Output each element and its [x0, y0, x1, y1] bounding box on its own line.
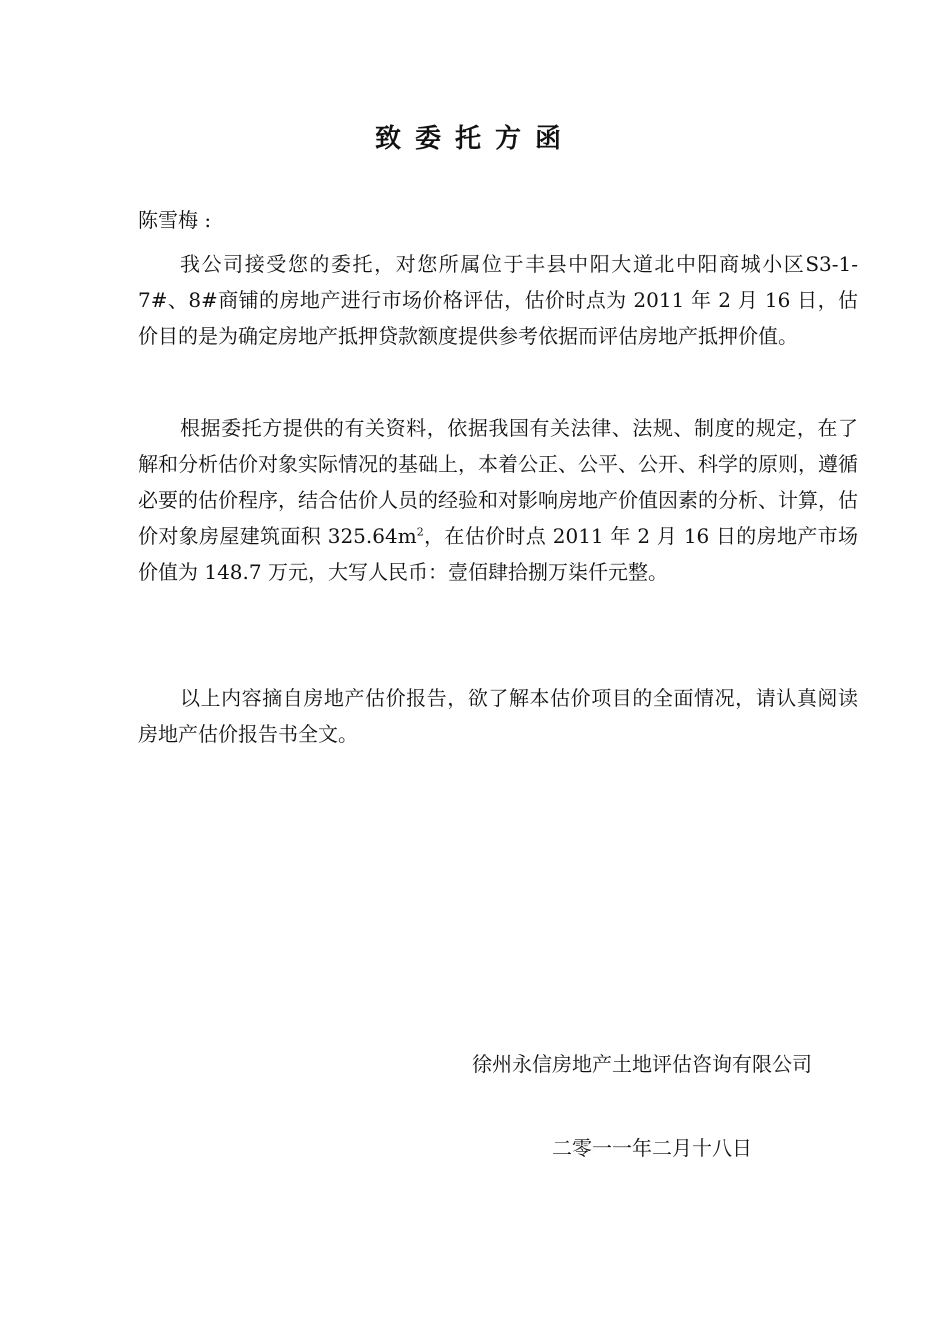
company-signature: 徐州永信房地产土地评估咨询有限公司 — [472, 1052, 812, 1076]
paragraph-2 — [138, 410, 858, 590]
paragraph-2-after-unit: ，在估价时点 2011 年 2 月 16 日的房地产市场价值为 148.7 万元，大写人民币：壹佰肆拾捌万柒仟元整。 — [138, 524, 858, 584]
paragraph-3: 以上内容摘自房地产估价报告，欲了解本估价项目的全面情况，请认真阅读房地产估价报告书全文。 — [138, 686, 858, 746]
paragraph-1: 我公司接受您的委托，对您所属位于丰县中阳大道北中阳商城小区S3-1-7#、8#商铺的房地产进行市场价格评估，估价时点为 2011 年 2 月 16 日，估价目的是为确定房地产抵押贷款额度提供参考依据而评估房地产抵押价值。 — [138, 252, 858, 348]
area-unit-superscript: 2 — [416, 525, 424, 539]
paragraph-2-before-unit: 根据委托方提供的有关资料，依据我国有关法律、法规、制度的规定，在了解和分析估价对象实际情况的基础上，本着公正、公平、公开、科学的原则，遵循必要的估价程序，结合估价人员的经验和对影响房地产价值因素的分析、计算，估价对象房屋建筑面积 325.64m — [138, 416, 858, 548]
salutation: 陈雪梅 : — [138, 208, 212, 232]
signature-date: 二零一一年二月十八日 — [552, 1136, 752, 1160]
page-title: 致委托方函 — [374, 124, 575, 154]
